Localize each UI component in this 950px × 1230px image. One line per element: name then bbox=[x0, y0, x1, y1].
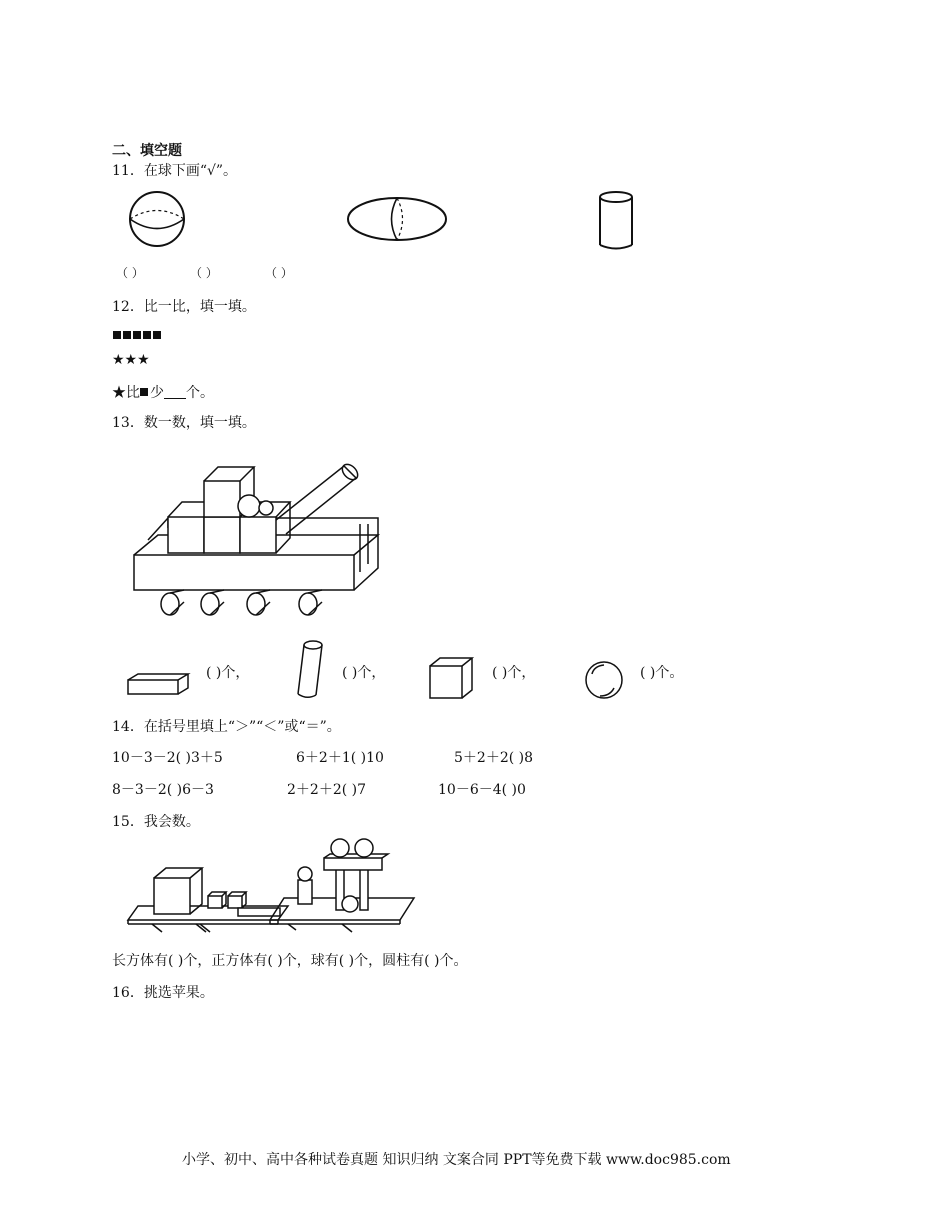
cylinder-icon bbox=[598, 190, 636, 252]
section-title: 二、填空题 bbox=[112, 143, 182, 159]
q11-blank-1[interactable]: （ ） bbox=[116, 266, 144, 280]
q14-prompt: 14．在括号里填上“＞”“＜”或“＝”。 bbox=[112, 719, 341, 735]
square-icon bbox=[113, 331, 121, 339]
q13-count-cuboid[interactable]: ( )个， bbox=[206, 665, 250, 681]
q13-count-cylinder[interactable]: ( )个， bbox=[342, 665, 386, 681]
q12-sentence-mid: 少 bbox=[150, 385, 164, 401]
tank-figure bbox=[128, 460, 388, 620]
q11-blank-3[interactable]: （ ） bbox=[265, 266, 293, 280]
square-icon bbox=[143, 331, 151, 339]
q14-row1-item2[interactable]: 6＋2＋1( )10 bbox=[296, 750, 384, 766]
q15-answer-line[interactable]: 长方体有( )个，正方体有( )个，球有( )个，圆柱有( )个。 bbox=[112, 953, 468, 969]
square-row bbox=[113, 328, 163, 344]
q12-answer-blank[interactable] bbox=[164, 386, 186, 399]
q11-blank-2[interactable]: （ ） bbox=[190, 266, 218, 280]
q13-count-ball[interactable]: ( )个。 bbox=[640, 665, 684, 681]
q14-row2-item1[interactable]: 8－3－2( )6－3 bbox=[112, 782, 214, 798]
q11-prompt: 11．在球下画“√”。 bbox=[112, 163, 238, 179]
square-icon bbox=[140, 388, 148, 396]
ellipsoid-icon bbox=[346, 195, 450, 245]
cube-icon bbox=[428, 656, 474, 700]
q13-count-cube[interactable]: ( )个， bbox=[492, 665, 536, 681]
blocks-figure bbox=[126, 836, 422, 936]
star-row: ★★★ bbox=[112, 352, 150, 368]
square-icon bbox=[133, 331, 141, 339]
ball-icon bbox=[584, 660, 626, 702]
square-icon bbox=[123, 331, 131, 339]
q15-prompt: 15．我会数。 bbox=[112, 814, 200, 830]
q12-sentence bbox=[112, 382, 214, 402]
q14-row1-item3[interactable]: 5＋2＋2( )8 bbox=[454, 750, 534, 766]
q12-sentence-after: 个。 bbox=[186, 385, 214, 401]
q12-sentence-before: ★比 bbox=[112, 385, 140, 401]
q16-prompt: 16．挑选苹果。 bbox=[112, 985, 214, 1001]
square-icon bbox=[153, 331, 161, 339]
sphere-icon bbox=[128, 190, 188, 250]
cuboid-icon bbox=[126, 672, 190, 698]
q13-prompt: 13．数一数，填一填。 bbox=[112, 415, 256, 431]
q12-prompt: 12．比一比，填一填。 bbox=[112, 299, 256, 315]
q14-row2-item2[interactable]: 2＋2＋2( )7 bbox=[287, 782, 367, 798]
q14-row2-item3[interactable]: 10－6－4( )0 bbox=[438, 782, 526, 798]
cylinder-icon bbox=[295, 640, 325, 700]
page-footer: 小学、初中、高中各种试卷真题 知识归纳 文案合同 PPT等免费下载 www.doc985.com bbox=[182, 1152, 731, 1168]
q14-row1-item1[interactable]: 10－3－2( )3＋5 bbox=[112, 750, 223, 766]
